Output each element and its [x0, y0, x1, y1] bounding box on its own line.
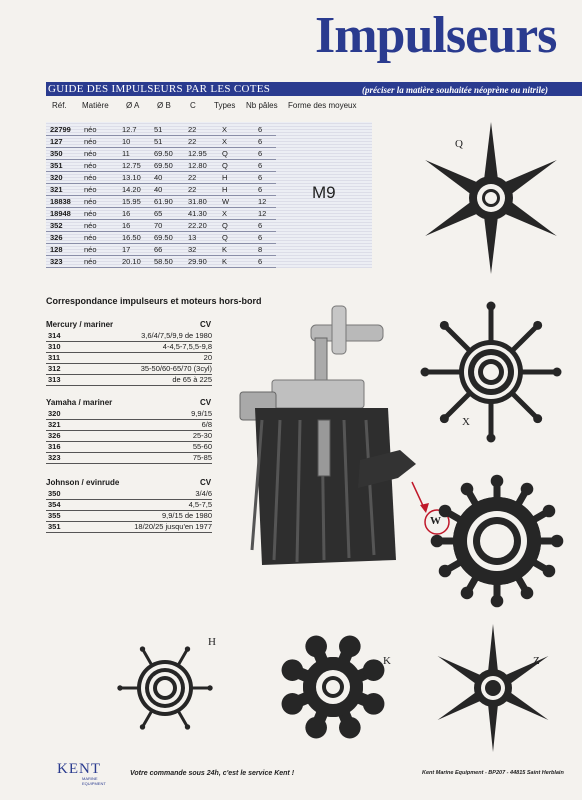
- row-c: 29.90: [188, 257, 207, 266]
- label-q: Q: [455, 138, 463, 150]
- engine-power: 4,5-7,5: [188, 500, 212, 509]
- row-ref: 352: [50, 221, 63, 230]
- row-material: néo: [84, 257, 97, 266]
- impeller-ref: 316: [48, 442, 61, 451]
- logo-sub-line2: EQUIPMENT: [82, 781, 106, 786]
- impeller-ref: 312: [48, 364, 61, 373]
- row-blades: 6: [258, 137, 263, 146]
- row-material: néo: [84, 221, 97, 230]
- engine-power: 9,9/15 de 1980: [161, 511, 212, 520]
- impeller-z-drawing: [438, 624, 549, 752]
- header-ref: Réf.: [52, 101, 67, 110]
- row-blades: 6: [258, 125, 263, 134]
- row-type: W: [222, 197, 230, 206]
- row-diameter-b: 66: [154, 245, 163, 254]
- row-diameter-a: 16: [122, 221, 131, 230]
- impeller-ref: 355: [48, 511, 61, 520]
- cv-heading: CV: [200, 398, 212, 407]
- row-material: néo: [84, 209, 97, 218]
- impeller-ref: 354: [48, 500, 61, 509]
- row-c: 22: [188, 137, 197, 146]
- row-type: Q: [222, 233, 228, 242]
- row-diameter-b: 65: [154, 209, 163, 218]
- row-material: néo: [84, 173, 97, 182]
- engine-power: 9,9/15: [191, 409, 212, 418]
- row-diameter-b: 69.50: [154, 161, 173, 170]
- row-ref: 22799: [50, 125, 71, 134]
- cv-heading: CV: [200, 320, 212, 329]
- impeller-ref: 323: [48, 453, 61, 462]
- row-c: 12.80: [188, 161, 207, 170]
- row-diameter-a: 15.95: [122, 197, 141, 206]
- engine-power: 3/4/6: [195, 489, 212, 498]
- header-hub-shape: Forme des moyeux: [288, 101, 357, 110]
- engine-power: 75-85: [192, 453, 212, 462]
- row-blades: 12: [258, 197, 267, 206]
- row-type: X: [222, 137, 228, 146]
- impeller-ref: 326: [48, 431, 61, 440]
- impeller-ref: 320: [48, 409, 61, 418]
- row-ref: 351: [50, 161, 63, 170]
- impeller-h-drawing: [117, 646, 212, 729]
- row-material: néo: [84, 197, 97, 206]
- row-type: H: [222, 173, 228, 182]
- row-ref: 127: [50, 137, 63, 146]
- row-blades: 6: [258, 173, 263, 182]
- row-diameter-b: 69.50: [154, 149, 173, 158]
- cv-heading: CV: [200, 478, 212, 487]
- row-blades: 8: [258, 245, 263, 254]
- row-ref: 350: [50, 149, 63, 158]
- row-blades: 6: [258, 185, 263, 194]
- row-ref: 128: [50, 245, 63, 254]
- row-diameter-b: 58.50: [154, 257, 173, 266]
- row-diameter-a: 16.50: [122, 233, 141, 242]
- row-c: 22: [188, 173, 197, 182]
- brand-heading: Johnson / evinrude: [46, 478, 120, 487]
- impeller-ref: 310: [48, 342, 61, 351]
- row-ref: 321: [50, 185, 63, 194]
- row-material: néo: [84, 125, 97, 134]
- row-diameter-a: 14.20: [122, 185, 141, 194]
- row-c: 32: [188, 245, 197, 254]
- header-types: Types: [214, 101, 236, 110]
- engine-power: 4-4,5-7,5,5-9,8: [162, 342, 212, 351]
- row-type: X: [222, 125, 228, 134]
- row-type: H: [222, 185, 228, 194]
- impeller-q-drawing: [425, 122, 557, 274]
- brand-heading: Mercury / mariner: [46, 320, 114, 329]
- row-type: Q: [222, 161, 228, 170]
- label-z: Z: [533, 655, 540, 667]
- row-diameter-a: 12.7: [122, 125, 137, 134]
- engine-power: 3,6/4/7,5/9,9 de 1980: [141, 331, 212, 340]
- impeller-ref: 351: [48, 522, 61, 531]
- guide-subtitle: (préciser la matière souhaitée néoprène ou nitrile): [362, 85, 548, 95]
- header-diameter-b: Ø B: [157, 101, 171, 110]
- engine-power: 35-50/60-65/70 (3cyl): [140, 364, 212, 373]
- row-blades: 6: [258, 233, 263, 242]
- row-c: 41.30: [188, 209, 207, 218]
- header-diameter-a: Ø A: [126, 101, 140, 110]
- label-k: K: [383, 655, 391, 667]
- footer-slogan: Votre commande sous 24h, c'est le service Kent !: [130, 770, 295, 777]
- label-x: X: [462, 416, 470, 428]
- row-c: 12.95: [188, 149, 207, 158]
- row-c: 22: [188, 185, 197, 194]
- row-c: 22.20: [188, 221, 207, 230]
- impeller-ref: 350: [48, 489, 61, 498]
- row-c: 31.80: [188, 197, 207, 206]
- row-diameter-b: 69.50: [154, 233, 173, 242]
- row-diameter-b: 70: [154, 221, 163, 230]
- row-blades: 12: [258, 209, 267, 218]
- row-material: néo: [84, 233, 97, 242]
- row-diameter-b: 61.90: [154, 197, 173, 206]
- impeller-w-drawing: [431, 475, 564, 608]
- engine-power: de 65 à 225: [172, 375, 212, 384]
- row-diameter-a: 20.10: [122, 257, 141, 266]
- row-blades: 6: [258, 257, 263, 266]
- row-blades: 6: [258, 149, 263, 158]
- row-type: K: [222, 245, 228, 254]
- brand-heading: Yamaha / mariner: [46, 398, 113, 407]
- impeller-k-drawing: [282, 636, 385, 739]
- header-blade-count: Nb pâles: [246, 101, 278, 110]
- row-diameter-a: 17: [122, 245, 131, 254]
- kent-logo: KENT: [57, 761, 101, 777]
- row-diameter-a: 10: [122, 137, 131, 146]
- row-diameter-a: 13.10: [122, 173, 141, 182]
- engine-power: 55-60: [192, 442, 212, 451]
- row-diameter-a: 12.75: [122, 161, 141, 170]
- row-c: 13: [188, 233, 197, 242]
- row-material: néo: [84, 245, 97, 254]
- engine-power: 20: [203, 353, 212, 362]
- impeller-ref: 313: [48, 375, 61, 384]
- row-ref: 326: [50, 233, 63, 242]
- header-c: C: [190, 101, 196, 110]
- page-title: Impulseurs: [315, 7, 557, 64]
- footer-address: Kent Marine Equipment - BP207 - 44815 Saint Herblain: [422, 770, 564, 776]
- hub-label: M9: [312, 183, 336, 202]
- logo-sub-line1: MARINE: [82, 776, 98, 781]
- row-type: K: [222, 257, 228, 266]
- row-material: néo: [84, 149, 97, 158]
- engine-power: 6/8: [201, 420, 212, 429]
- row-blades: 6: [258, 221, 263, 230]
- label-w: W: [430, 515, 441, 527]
- row-type: X: [222, 209, 228, 218]
- header-material: Matière: [82, 101, 109, 110]
- row-material: néo: [84, 137, 97, 146]
- impeller-ref: 311: [48, 353, 61, 362]
- kent-logo-sub: [82, 776, 106, 786]
- label-h: H: [208, 636, 216, 648]
- impeller-ref: 321: [48, 420, 61, 429]
- guide-title: GUIDE DES IMPULSEURS PAR LES COTES: [48, 83, 271, 95]
- row-diameter-b: 51: [154, 137, 163, 146]
- engine-power: 18/20/25 jusqu'en 1977: [134, 522, 212, 531]
- row-diameter-b: 40: [154, 173, 163, 182]
- row-type: Q: [222, 221, 228, 230]
- row-c: 22: [188, 125, 197, 134]
- row-material: néo: [84, 185, 97, 194]
- impeller-x-drawing: [421, 302, 562, 443]
- engine-power: 25-30: [192, 431, 212, 440]
- row-blades: 6: [258, 161, 263, 170]
- row-ref: 323: [50, 257, 63, 266]
- row-diameter-a: 16: [122, 209, 131, 218]
- row-type: Q: [222, 149, 228, 158]
- correspondence-title: Correspondance impulseurs et moteurs hors-bord: [46, 296, 262, 306]
- impeller-puller-photo: [240, 306, 416, 565]
- row-ref: 18948: [50, 209, 71, 218]
- row-diameter-a: 11: [122, 149, 130, 158]
- row-ref: 18838: [50, 197, 71, 206]
- row-material: néo: [84, 161, 97, 170]
- row-diameter-b: 40: [154, 185, 163, 194]
- row-diameter-b: 51: [154, 125, 163, 134]
- row-ref: 320: [50, 173, 63, 182]
- impeller-ref: 314: [48, 331, 61, 340]
